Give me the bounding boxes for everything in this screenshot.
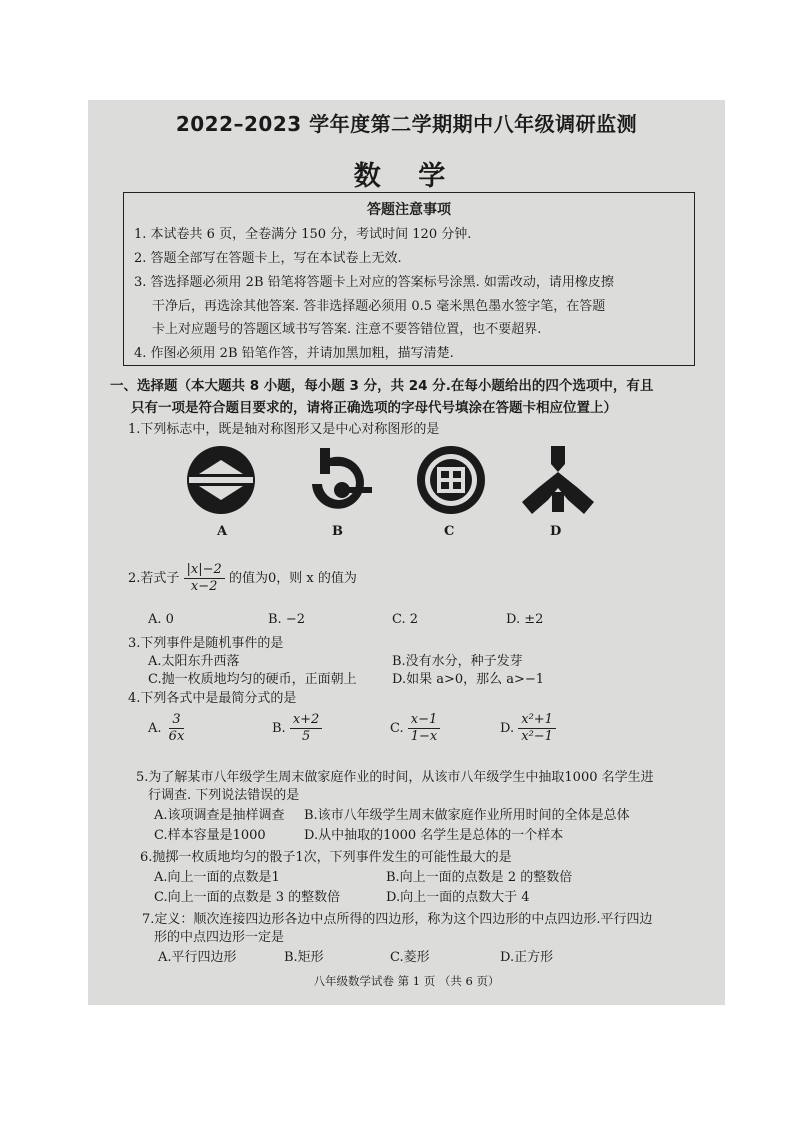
- subject-title: 数 学: [353, 161, 460, 192]
- q2-suffix: 的值为0，则 x 的值为: [228, 571, 357, 586]
- q4-c-den: 1−x: [410, 729, 438, 744]
- page-footer: 八年级数学试卷 第 1 页 （共 6 页）: [313, 974, 500, 988]
- q4-option-b: [272, 712, 322, 745]
- q2-option-a: A. 0: [148, 612, 174, 627]
- q7-option-a: A.平行四边形: [158, 950, 237, 965]
- q6-stem: 6.抛掷一枚质地均匀的骰子1次，下列事件发生的可能性最大的是: [140, 850, 512, 865]
- q5-option-d: D.从中抽取的1000 名学生是总体的一个样本: [304, 828, 564, 843]
- logo-c-icon: [411, 440, 491, 520]
- q4-label-d: D.: [500, 721, 515, 736]
- notice-title: 答题注意事项: [367, 202, 451, 218]
- q5-option-c: C.样本容量是1000: [154, 828, 266, 843]
- q4-label-b: B.: [272, 721, 286, 736]
- q5-option-a: A.该项调查是抽样调查: [154, 808, 285, 823]
- q4-stem: 4.下列各式中是最简分式的是: [128, 691, 297, 706]
- q4-option-a: [148, 712, 187, 745]
- notice-line-4: 4. 作图必须用 2B 铅笔作答，并请加黑加粗，描写清楚.: [134, 346, 454, 361]
- q1-stem: 1.下列标志中，既是轴对称图形又是中心对称图形的是: [128, 422, 440, 437]
- q4-option-c: [390, 712, 440, 745]
- q6-option-b: B.向上一面的点数是 2 的整数倍: [386, 870, 573, 885]
- q6-option-a: A.向上一面的点数是1: [154, 870, 280, 885]
- q7-line1: 7.定义：顺次连接四边形各边中点所得的四边形，称为这个四边形的中点四边形.平行四边: [142, 912, 653, 927]
- notice-box: [123, 192, 695, 366]
- exam-page: [88, 100, 725, 1005]
- q2-fraction: [184, 562, 225, 595]
- q3-option-b: B.没有水分，种子发芽: [392, 654, 523, 669]
- q3-stem: 3.下列事件是随机事件的是: [128, 636, 284, 651]
- q2-prefix: 2.若式子: [128, 571, 180, 586]
- q4-c-num: x−1: [408, 712, 441, 729]
- notice-line-3-cont: 干净后，再选涂其他答案. 答非选择题必须用 0.5 毫米黑色墨水签字笔，在答题: [152, 299, 606, 314]
- q3-option-d: D.如果 a>0，那么 a>−1: [392, 672, 545, 687]
- q2-option-d: D. ±2: [506, 612, 544, 627]
- notice-line-1: 1. 本试卷共 6 页，全卷满分 150 分，考试时间 120 分钟.: [134, 227, 472, 242]
- q4-label-c: C.: [390, 721, 404, 736]
- q1-label-a: A: [217, 524, 228, 539]
- q4-a-den: 6x: [168, 729, 185, 744]
- q3-option-a: A.太阳东升西落: [148, 654, 240, 669]
- q5-line1: 5.为了解某市八年级学生周末做家庭作业的时间，从该市八年级学生中抽取1000 名学生进: [136, 770, 654, 785]
- logo-a-icon: [181, 440, 261, 520]
- q2-num-rest: −2: [202, 562, 222, 577]
- section-heading-line1: 一、选择题（本大题共 8 小题，每小题 3 分，共 24 分.在每小题给出的四个选项中，有且: [110, 378, 654, 394]
- q1-label-b: B: [332, 524, 343, 539]
- q2-option-b: B. −2: [268, 612, 305, 627]
- notice-line-3-cont2: 卡上对应题号的答题区域书写答案. 注意不要答错位置，也不要超界.: [152, 322, 542, 337]
- q2-option-c: C. 2: [392, 612, 419, 627]
- q6-option-d: D.向上一面的点数大于 4: [386, 890, 530, 905]
- q2-num-abs: |x|: [186, 562, 203, 577]
- q4-a-num: 3: [169, 712, 183, 729]
- q2-den: x−2: [190, 579, 218, 594]
- q6-option-c: C.向上一面的点数是 3 的整数倍: [154, 890, 341, 905]
- section-heading-line2: 只有一项是符合题目要求的，请将正确选项的字母代号填涂在答题卡相应位置上）: [131, 400, 617, 416]
- q7-option-d: D.正方形: [500, 950, 554, 965]
- q4-d-den: x²−1: [521, 729, 553, 744]
- q4-b-num: x+2: [290, 712, 323, 729]
- q7-line2: 形的中点四边形一定是: [154, 930, 285, 945]
- logo-d-icon: [518, 440, 598, 520]
- logo-b-icon: [298, 440, 378, 520]
- q7-option-b: B.矩形: [284, 950, 324, 965]
- q4-label-a: A.: [148, 721, 162, 736]
- notice-line-2: 2. 答题全部写在答题卡上，写在本试卷上无效.: [134, 251, 402, 266]
- q3-option-c: C.抛一枚质地均匀的硬币，正面朝上: [148, 672, 357, 687]
- q1-label-c: C: [444, 524, 455, 539]
- q4-d-num: x²+1: [518, 712, 556, 729]
- q5-line2: 行调查. 下列说法错误的是: [148, 788, 300, 803]
- q2-stem: [128, 562, 357, 595]
- notice-line-3: 3. 答选择题必须用 2B 铅笔将答题卡上对应的答案标号涂黑. 如需改动，请用橡皮擦: [134, 275, 614, 290]
- q4-option-d: [500, 712, 556, 745]
- q4-b-den: 5: [301, 729, 311, 744]
- q5-option-b: B.该市八年级学生周末做家庭作业所用时间的全体是总体: [304, 808, 630, 823]
- q1-label-d: D: [550, 524, 562, 539]
- q7-option-c: C.菱形: [390, 950, 430, 965]
- exam-title: 2022–2023 学年度第二学期期中八年级调研监测: [175, 112, 638, 136]
